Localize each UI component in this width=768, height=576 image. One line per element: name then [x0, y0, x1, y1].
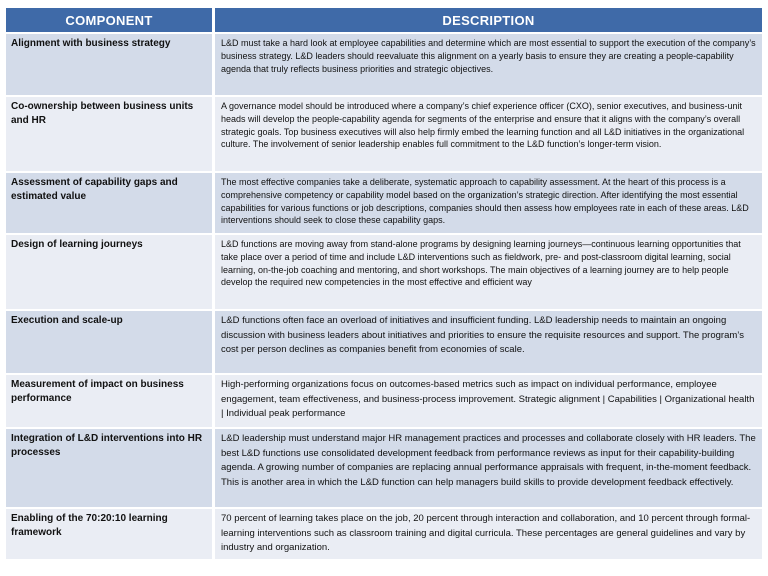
row-description: L&D leadership must understand major HR management practices and processes and collaborate closely with HR leaders. The best L&D functions use consolidated development feedback from performance reviews as input for their capability-building agenda. A growing number of companies are replacing annual performance appraisals with frequent, in-the-moment feedback. This is another area in which the L&D function can help managers build skills to provide development feedback effectively.: [215, 429, 762, 507]
row-component: Co-ownership between business units and HR: [6, 97, 212, 171]
table-header: [6, 8, 762, 32]
component-description-table: [6, 8, 762, 559]
row-description: L&D functions often face an overload of initiatives and insufficient funding. L&D leadership needs to maintain an ongoing discussion with business leaders about initiatives and priorities to ensure the requisite resources and support. The program’s cost per person declines as companies benefit from economies of scale.: [215, 311, 762, 373]
table-row: [6, 373, 762, 427]
row-description: The most effective companies take a deliberate, systematic approach to capability assessment. At the heart of this process is a comprehensive competency or capability model based on the organization’s strategic direction. After identifying the most essential capabilities for various functions or job descriptions, companies should then assess how employees rate in each of these areas. L&D interventions should seek to close these capability gaps.: [215, 173, 762, 233]
row-component: Alignment with business strategy: [6, 34, 212, 95]
table-row: [6, 32, 762, 95]
row-description: High-performing organizations focus on outcomes-based metrics such as impact on individual performance, employee engagement, team effectiveness, and business-process improvement. Strategic alignment | Capabilities | Organizational health | Individual peak performance: [215, 375, 762, 427]
table-row: [6, 309, 762, 373]
row-description: L&D must take a hard look at employee capabilities and determine which are most essential to support the execution of the company’s business strategy. L&D leaders should reevaluate this alignment on a yearly basis to ensure they are creating a people-capability agenda that truly reflects business priorities and strategic objectives.: [215, 34, 762, 95]
table-row: [6, 427, 762, 507]
row-component: Measurement of impact on business performance: [6, 375, 212, 427]
table-row: [6, 507, 762, 559]
row-component: Enabling of the 70:20:10 learning framework: [6, 509, 212, 559]
row-description: A governance model should be introduced where a company’s chief experience officer (CXO), senior executives, and business-unit heads will develop the people-capability agenda for segments of the enterprise and ensure that it aligns with the company’s overall strategic goals. Top business executives will also help firmly embed the learning function and all L&D initiatives in the organizational culture. The involvement of senior leadership enables full commitment to the L&D function’s longer-term vision.: [215, 97, 762, 171]
header-component: COMPONENT: [6, 8, 212, 32]
row-description: 70 percent of learning takes place on the job, 20 percent through interaction and collaboration, and 10 percent through formal-learning interventions such as classroom training and digital curricula. These percentages are general guidelines and vary by industry and organization.: [215, 509, 762, 559]
row-component: Execution and scale-up: [6, 311, 212, 373]
row-component: Assessment of capability gaps and estimated value: [6, 173, 212, 233]
row-description: L&D functions are moving away from stand-alone programs by designing learning journeys—continuous learning opportunities that take place over a period of time and include L&D interventions such as fieldwork, pre- and post-classroom digital learning, social learning, on-the-job coaching and mentoring, and short workshops. The main objectives of a learning journey are to help people develop the required new competencies in the most effective and efficient way: [215, 235, 762, 309]
table-row: [6, 233, 762, 309]
table-row: [6, 95, 762, 171]
row-component: Integration of L&D interventions into HR processes: [6, 429, 212, 507]
table-row: [6, 171, 762, 233]
header-description: DESCRIPTION: [215, 8, 762, 32]
row-component: Design of learning journeys: [6, 235, 212, 309]
